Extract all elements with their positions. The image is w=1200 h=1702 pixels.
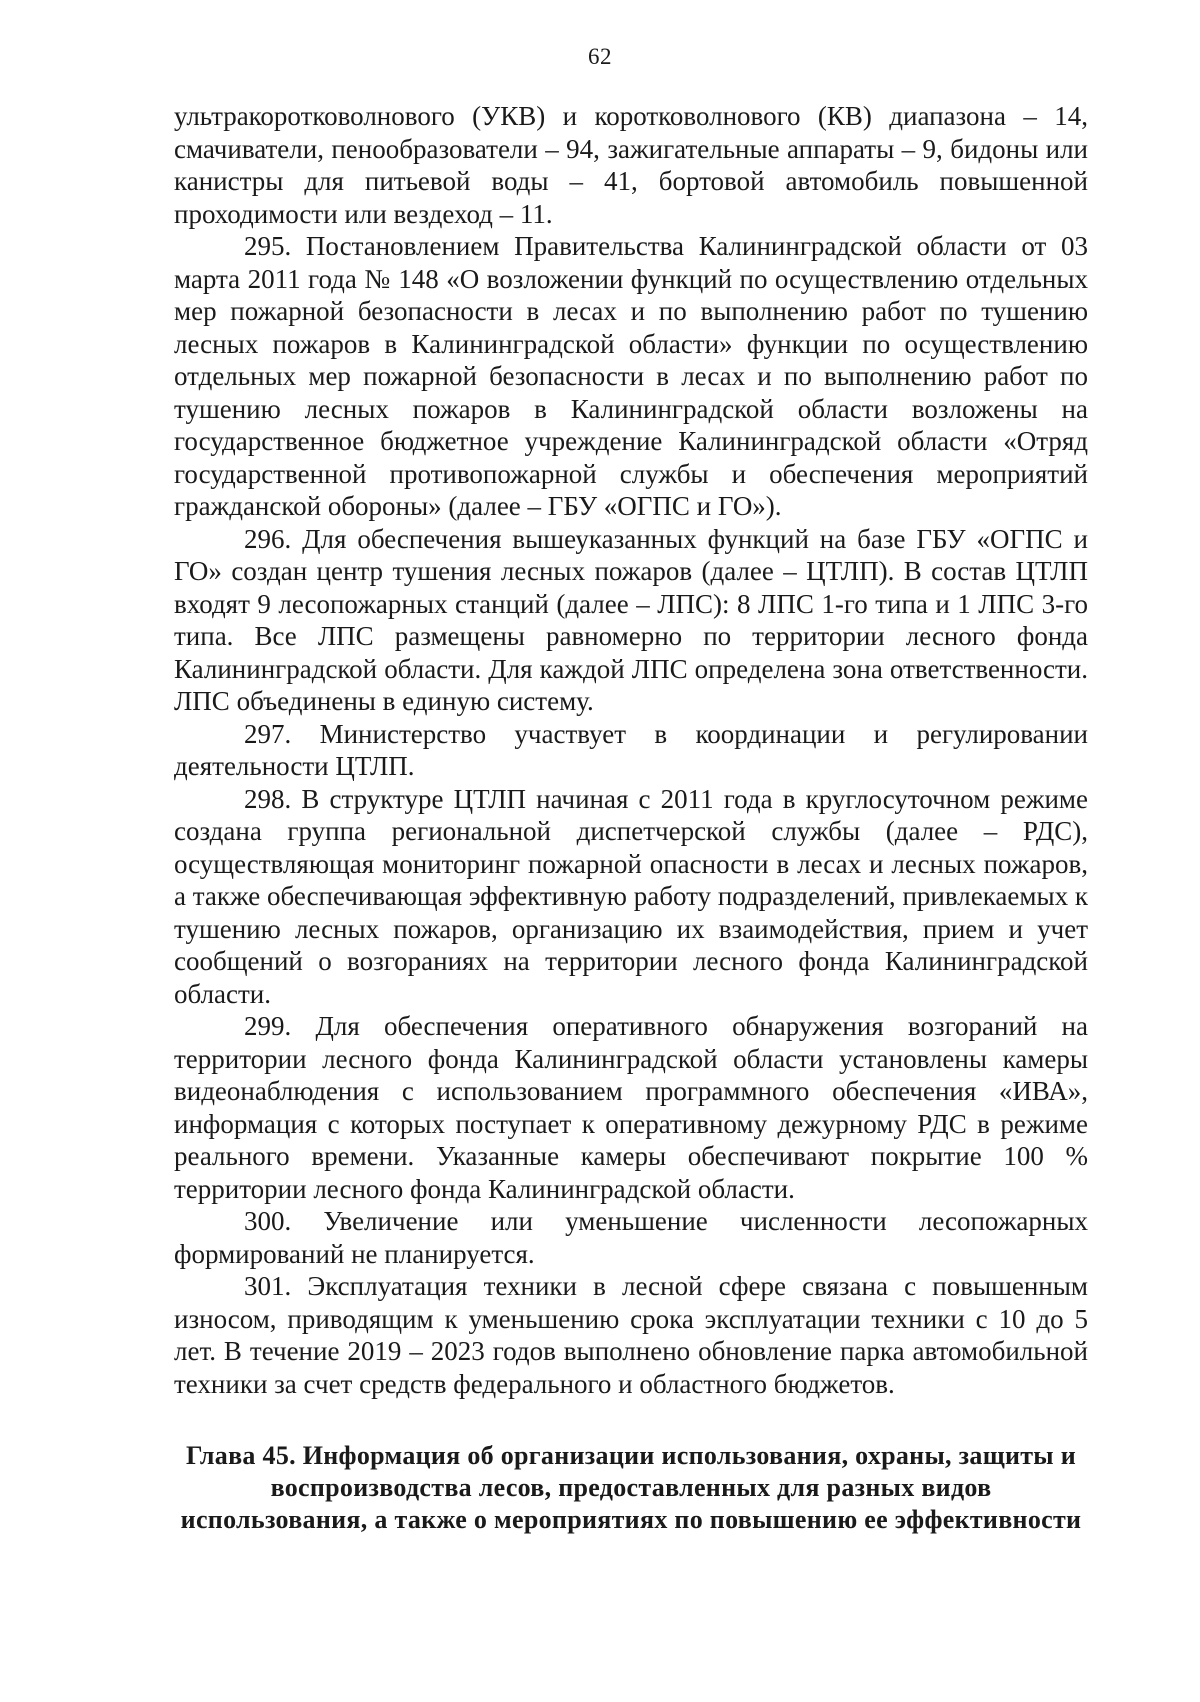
paragraph-continuation: ультракоротковолнового (УКВ) и коротковолнового (КВ) диапазона – 14, смачиватели, пенообразователи – 94, зажигательные аппараты – 9, бидоны или канистры для питьевой воды – 41, бортовой автомобиль повышенной проходимости или вездеход – 11. xyxy=(174,101,1088,229)
paragraph-297: 297. Министерство участвует в координации и регулировании деятельности ЦТЛП. xyxy=(174,718,1088,781)
paragraph-299: 299. Для обеспечения оперативного обнаружения возгораний на территории лесного фонда Калининградской области установлены камеры видеонаблюдения с использованием программного обеспечения «ИВА», информация с которых поступает к оперативному дежурному РДС в режиме реального времени. Указанные камеры обеспечивают покрытие 100 % территории лесного фонда Калининградской области. xyxy=(174,1011,1088,1204)
paragraph-295: 295. Постановлением Правительства Калининградской области от 03 марта 2011 года № 148 «О возложении функций по осуществлению отдельных мер пожарной безопасности в лесах и по выполнению работ по тушению лесных пожаров в Калининградской области» функции по осуществлению отдельных мер пожарной безопасности в лесах и по выполнению работ по тушению лесных пожаров в Калининградской области возложены на государственное бюджетное учреждение Калининградской области «Отряд государственной противопожарной службы и обеспечения мероприятий гражданской обороны» (далее – ГБУ «ОГПС и ГО»). xyxy=(174,231,1088,521)
page-number: 62 xyxy=(588,44,612,69)
paragraph-301: 301. Эксплуатация техники в лесной сфере связана с повышенным износом, приводящим к уменьшению срока эксплуатации техники с 10 до 5 лет. В течение 2019 – 2023 годов выполнено обновление парка автомобильной техники за счет средств федерального и областного бюджетов. xyxy=(174,1271,1088,1399)
paragraph-300: 300. Увеличение или уменьшение численности лесопожарных формирований не планируется. xyxy=(174,1206,1088,1269)
chapter-heading: Глава 45. Информация об организации использования, охраны, защиты и воспроизводства лесов, предоставленных для разных видов использования, а также о мероприятиях по повышению ее эффективности xyxy=(180,1441,1082,1534)
body-text xyxy=(174,100,1088,1400)
paragraph-296: 296. Для обеспечения вышеуказанных функций на базе ГБУ «ОГПС и ГО» создан центр тушения лесных пожаров (далее – ЦТЛП). В состав ЦТЛП входят 9 лесопожарных станций (далее – ЛПС): 8 ЛПС 1-го типа и 1 ЛПС 3-го типа. Все ЛПС размещены равномерно по территории лесного фонда Калининградской области. Для каждой ЛПС определена зона ответственности. ЛПС объединены в единую систему. xyxy=(174,523,1088,716)
paragraph-298: 298. В структуре ЦТЛП начиная с 2011 года в круглосуточном режиме создана группа региональной диспетчерской службы (далее – РДС), осуществляющая мониторинг пожарной опасности в лесах и лесных пожаров, а также обеспечивающая эффективную работу подразделений, привлекаемых к тушению лесных пожаров, организацию их взаимодействия, прием и учет сообщений о возгораниях на территории лесного фонда Калининградской области. xyxy=(174,783,1088,1009)
